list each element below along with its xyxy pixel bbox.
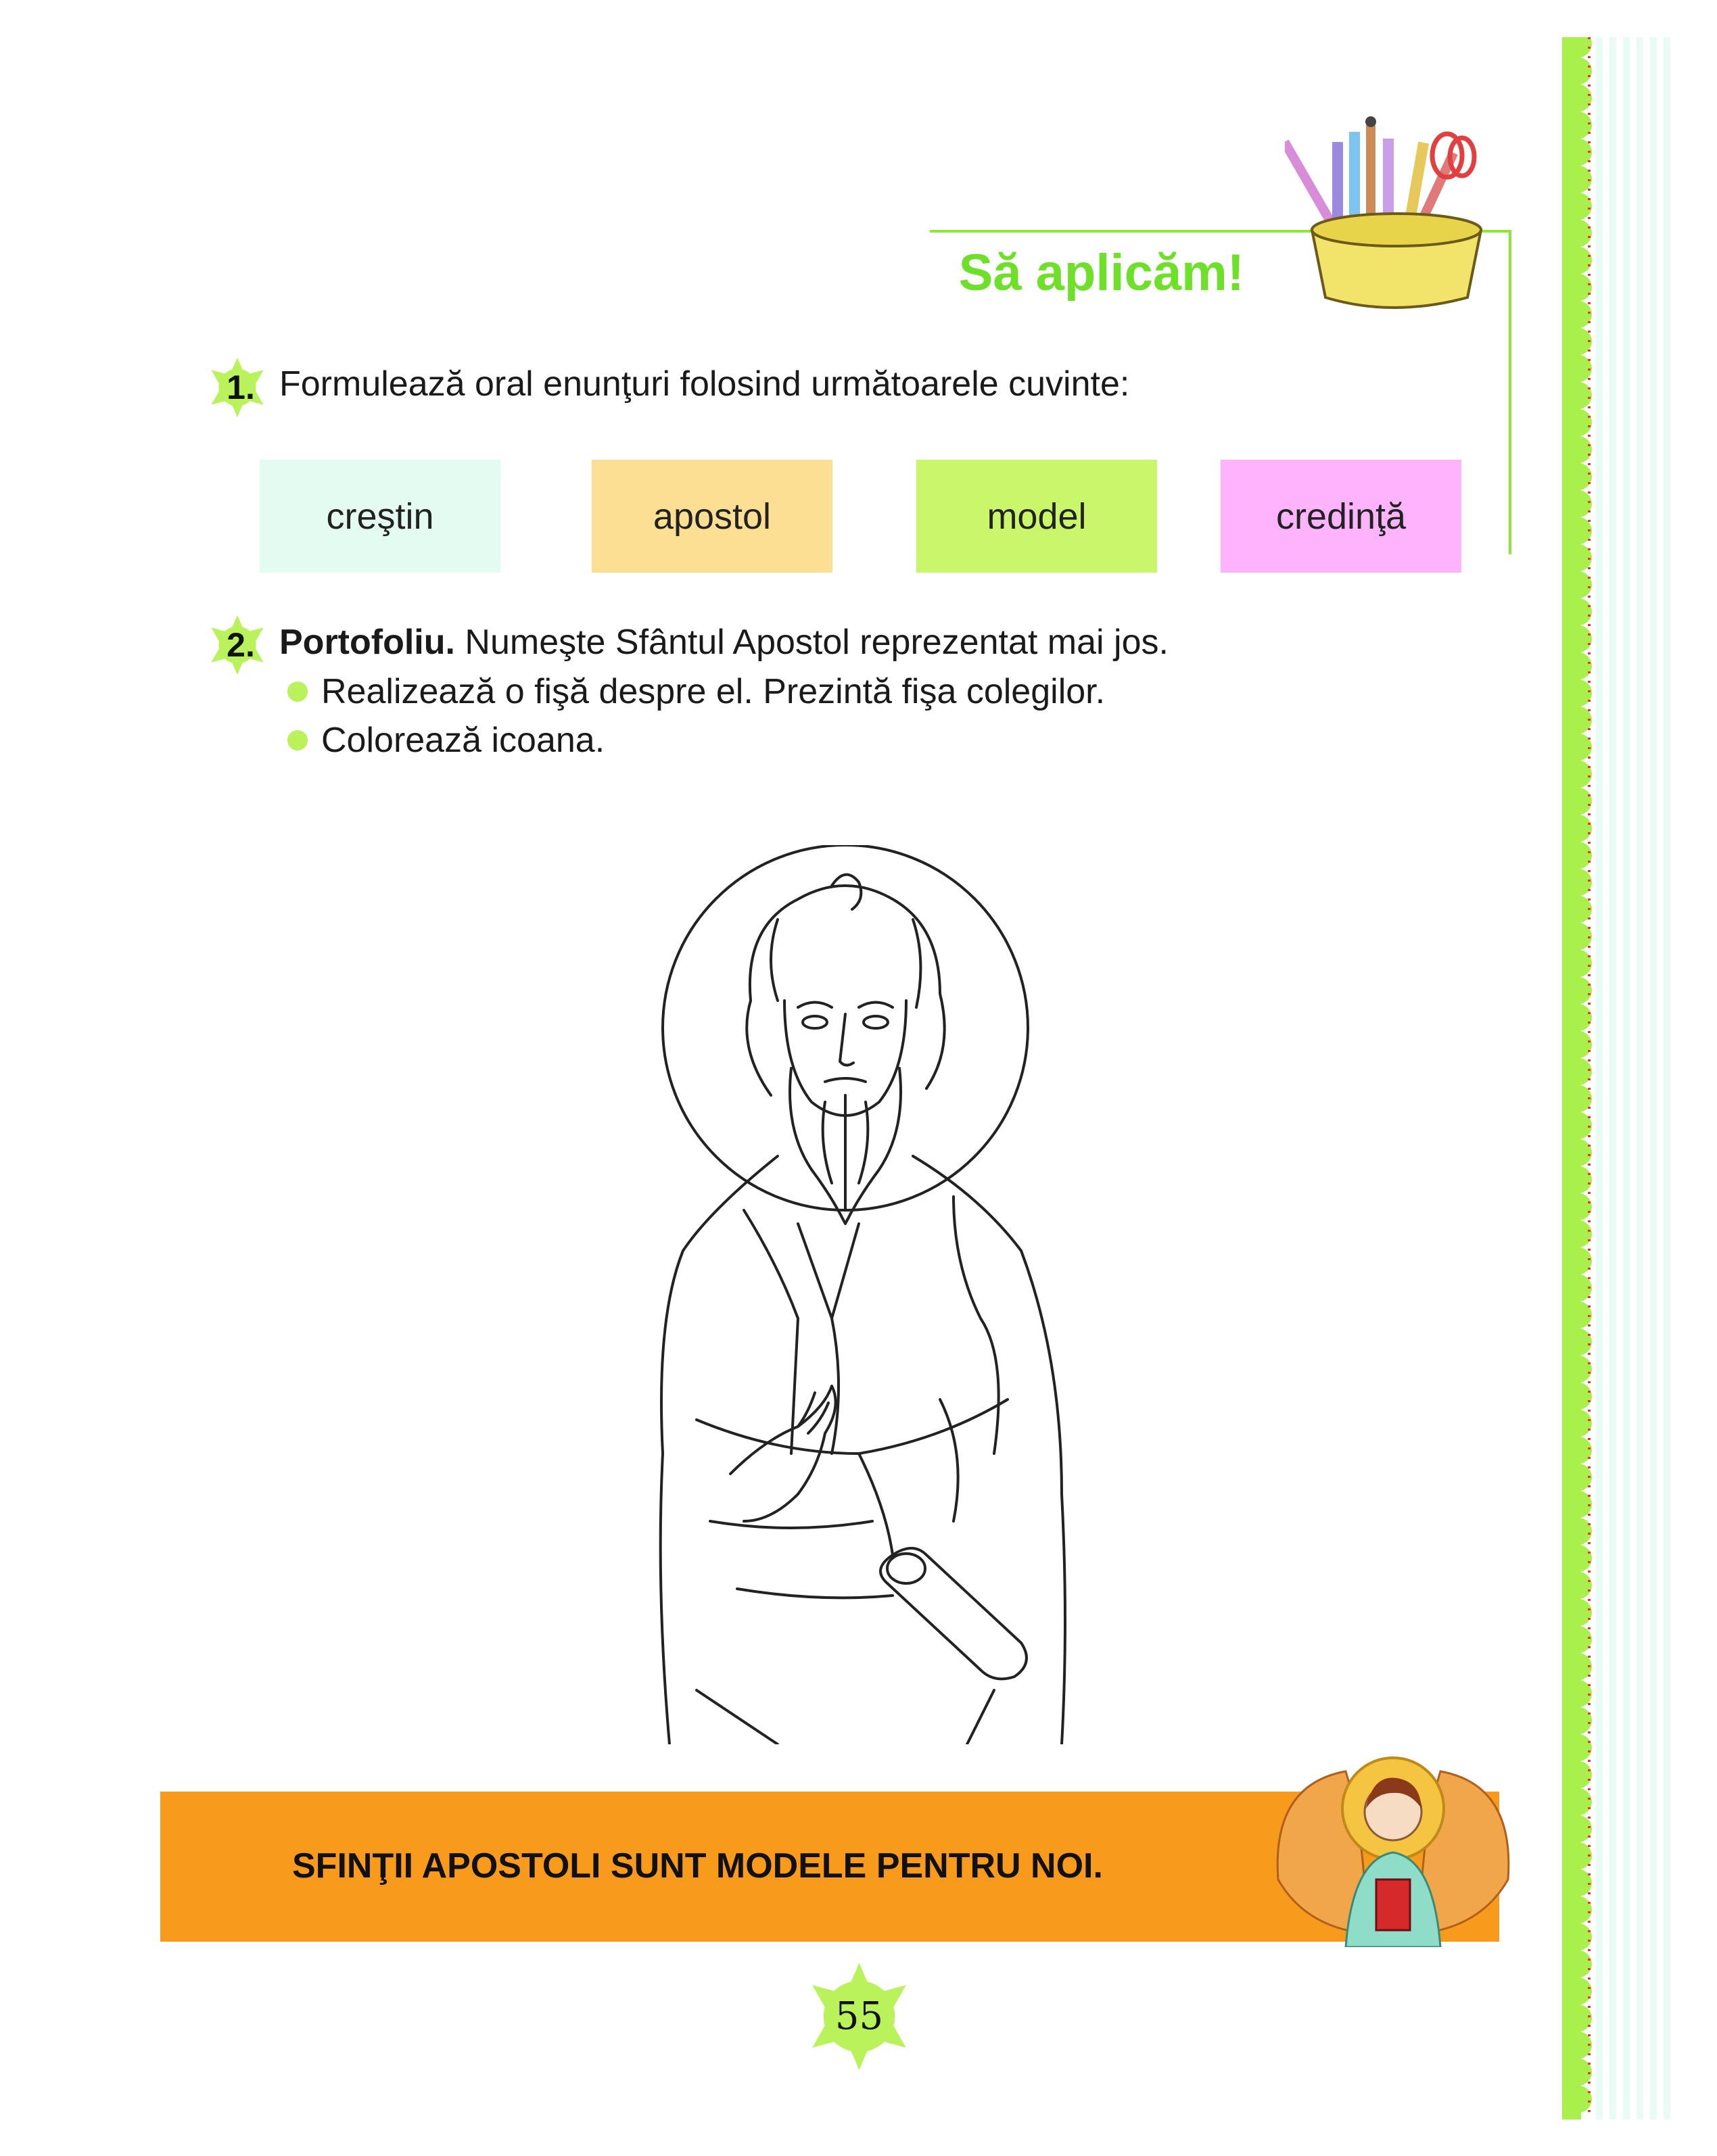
border-scallop (1565, 679, 1592, 706)
word-box: credinţă (1221, 460, 1461, 573)
border-scallop (1565, 1923, 1592, 1950)
bullet-dot-icon (287, 730, 308, 750)
angel-icon (1265, 1744, 1522, 1947)
border-scallop (1565, 950, 1592, 977)
decorative-side-border (1562, 37, 1687, 2119)
border-scallop (1565, 1761, 1592, 1788)
border-scallop (1565, 1518, 1592, 1545)
border-scallop (1565, 1788, 1592, 1815)
border-scallop (1565, 1031, 1592, 1058)
border-scallop (1565, 382, 1592, 409)
border-scallop (1565, 490, 1592, 517)
border-scallop (1565, 1626, 1592, 1653)
exercise-2-marker (206, 614, 268, 676)
border-scallop (1565, 57, 1592, 85)
border-scallop (1565, 1437, 1592, 1464)
border-scallop (1565, 625, 1592, 652)
border-scallop (1565, 1978, 1592, 2005)
border-scallop (1565, 2005, 1592, 2032)
border-scallop (1565, 1220, 1592, 1247)
word-box: model (916, 460, 1157, 573)
border-scallop (1565, 652, 1592, 679)
header-rule-vertical (1509, 230, 1511, 554)
border-scallop (1565, 436, 1592, 463)
border-scallop (1565, 1328, 1592, 1356)
border-scallop (1565, 1707, 1592, 1734)
exercise-number: 1. (227, 368, 255, 406)
border-scallop (1565, 761, 1592, 788)
portfolio-label: Portofoliu. (279, 623, 455, 662)
border-scallop (1565, 1950, 1592, 1978)
border-scallop (1565, 1247, 1592, 1274)
border-scallop (1565, 1004, 1592, 1031)
border-scallop (1565, 463, 1592, 490)
border-scallop (1565, 842, 1592, 869)
border-scallop (1565, 247, 1592, 274)
border-scallop (1565, 2086, 1592, 2113)
bullet-text: Realizează o fişă despre el. Prezintă fişa colegilor. (321, 672, 1106, 711)
border-scallop (1565, 1572, 1592, 1599)
border-scallop (1565, 571, 1592, 598)
exercise-2-instruction (279, 622, 1169, 663)
section-title: Să aplicăm! (958, 244, 1244, 302)
border-scallop (1565, 1166, 1592, 1193)
bullet-dot-icon (287, 681, 308, 702)
exercise-1-instruction: Formulează oral enunţuri folosind următoarele cuvinte: (279, 364, 1130, 404)
border-scallop (1565, 409, 1592, 436)
border-scallop (1565, 1410, 1592, 1437)
border-scallop (1565, 1815, 1592, 1842)
page-number: 55 (834, 1994, 884, 2038)
banner-text: SFINŢII APOSTOLI SUNT MODELE PENTRU NOI. (292, 1846, 1103, 1886)
border-scallop (1565, 977, 1592, 1004)
border-scallop (1565, 1139, 1592, 1166)
exercise-2-text: Numeşte Sfântul Apostol reprezentat mai jos. (454, 623, 1169, 662)
border-scallop (1565, 274, 1592, 301)
exercise-1-marker (206, 356, 268, 418)
border-scallop (1565, 815, 1592, 842)
border-scallop (1565, 788, 1592, 815)
border-scallop (1565, 598, 1592, 625)
bullet-text: Colorează icoana. (321, 721, 605, 760)
border-scallop (1565, 1058, 1592, 1085)
bullet-item (287, 720, 605, 761)
border-scallop (1565, 193, 1592, 220)
border-scallop (1565, 1193, 1592, 1220)
saint-icon-drawing (575, 845, 1129, 1744)
border-scallop (1565, 869, 1592, 896)
border-scallop (1565, 1356, 1592, 1383)
exercise-number: 2. (227, 626, 255, 664)
border-scallop (1565, 112, 1592, 139)
border-scallop (1565, 220, 1592, 247)
word-box: apostol (592, 460, 832, 573)
pencil-cup-icon (1285, 115, 1501, 318)
border-scallop (1565, 1383, 1592, 1410)
bullet-item (287, 671, 1105, 712)
border-scallop (1565, 1896, 1592, 1923)
word-box: creştin (260, 460, 500, 573)
border-scallop (1565, 301, 1592, 328)
border-scallop (1565, 85, 1592, 112)
border-scallop (1565, 1599, 1592, 1626)
border-scallop (1565, 1734, 1592, 1761)
border-scallop (1565, 1545, 1592, 1572)
